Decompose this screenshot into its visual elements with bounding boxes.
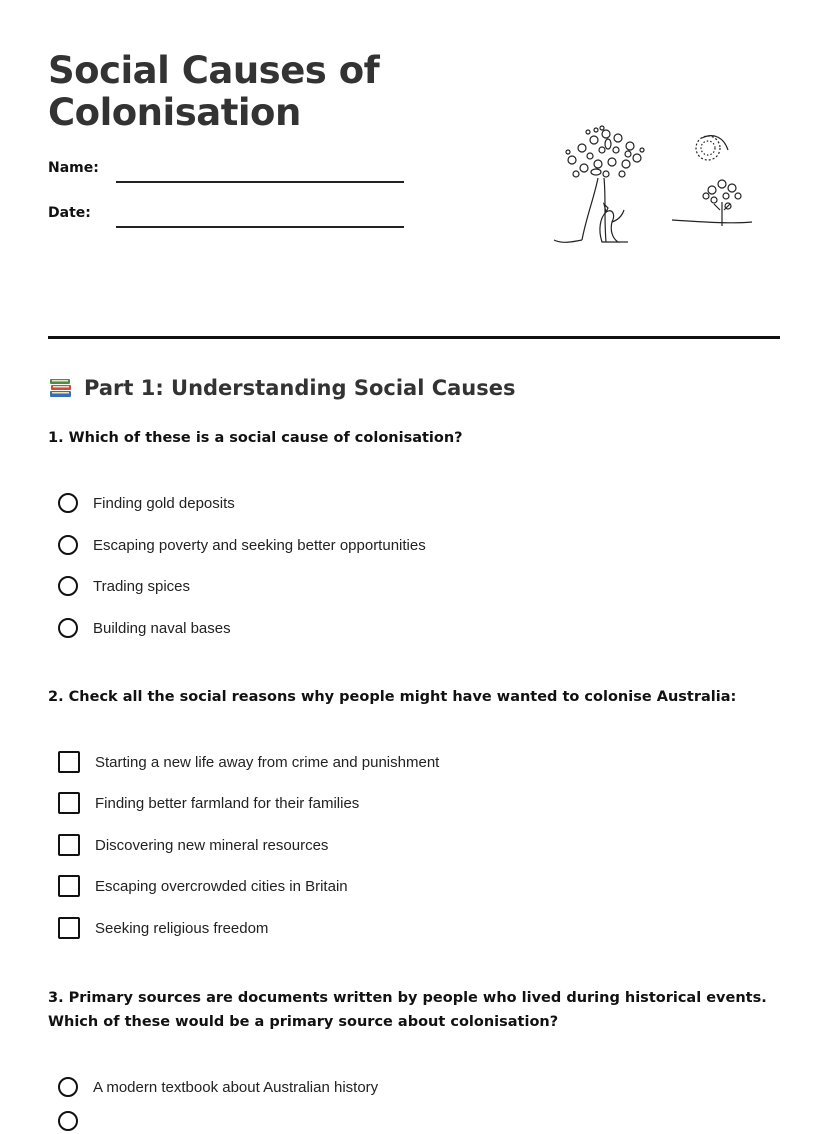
checkbox[interactable] [58, 792, 80, 814]
kangaroo-icon [600, 204, 628, 242]
small-tree-icon [672, 180, 752, 226]
tree-kangaroo-illustration [542, 118, 752, 253]
books-icon [48, 375, 74, 401]
option-label: A modern textbook about Australian history [93, 1078, 379, 1096]
checkbox[interactable] [58, 834, 80, 856]
option-label: Finding better farmland for their families [95, 794, 360, 812]
tree-canopy-icon [566, 126, 644, 177]
q3-option-2-partial[interactable] [58, 1108, 78, 1134]
question-2: 2. Check all the social reasons why people might have wanted to colonise Australia: [48, 689, 737, 705]
option-label: Escaping overcrowded cities in Britain [95, 877, 348, 895]
checkbox[interactable] [58, 917, 80, 939]
q1-option-4[interactable] [58, 615, 231, 641]
radio-button[interactable] [58, 618, 78, 638]
q2-option-3[interactable] [58, 832, 328, 858]
radio-button[interactable] [58, 1077, 78, 1097]
radio-button[interactable] [58, 576, 78, 596]
date-label: Date: [48, 205, 91, 221]
checkbox[interactable] [58, 751, 80, 773]
q1-option-1[interactable] [58, 490, 235, 516]
question-3: 3. Primary sources are documents written by people who lived during historical events. Which of these would be a primary source about colonisation? [48, 990, 767, 1030]
checkbox[interactable] [58, 875, 80, 897]
name-input-line[interactable] [116, 181, 404, 183]
q2-option-2[interactable] [58, 790, 359, 816]
date-input-line[interactable] [116, 226, 404, 228]
q2-option-5[interactable] [58, 915, 268, 941]
q3-option-1[interactable] [58, 1074, 378, 1100]
option-label: Seeking religious freedom [95, 919, 269, 937]
radio-button[interactable] [58, 535, 78, 555]
option-label: Finding gold deposits [93, 494, 235, 512]
date-field [48, 205, 408, 233]
option-label: Building naval bases [93, 619, 231, 637]
q1-option-2[interactable] [58, 532, 426, 558]
q1-option-3[interactable] [58, 573, 190, 599]
radio-button[interactable] [58, 493, 78, 513]
name-field [48, 160, 408, 188]
q2-option-4[interactable] [58, 873, 348, 899]
option-label: Starting a new life away from crime and punishment [95, 753, 440, 771]
name-label: Name: [48, 160, 99, 176]
section-heading [48, 375, 516, 401]
question-1: 1. Which of these is a social cause of colonisation? [48, 430, 463, 446]
sun-icon [696, 136, 728, 160]
page-title: Social Causes of Colonisation [48, 49, 380, 134]
worksheet-page [48, 0, 780, 1118]
option-label: Discovering new mineral resources [95, 836, 329, 854]
section-title: Part 1: Understanding Social Causes [84, 376, 516, 400]
option-label: Trading spices [93, 577, 190, 595]
option-label: Escaping poverty and seeking better opportunities [93, 536, 426, 554]
section-divider [48, 336, 780, 339]
q2-option-1[interactable] [58, 749, 439, 775]
radio-button[interactable] [58, 1111, 78, 1131]
